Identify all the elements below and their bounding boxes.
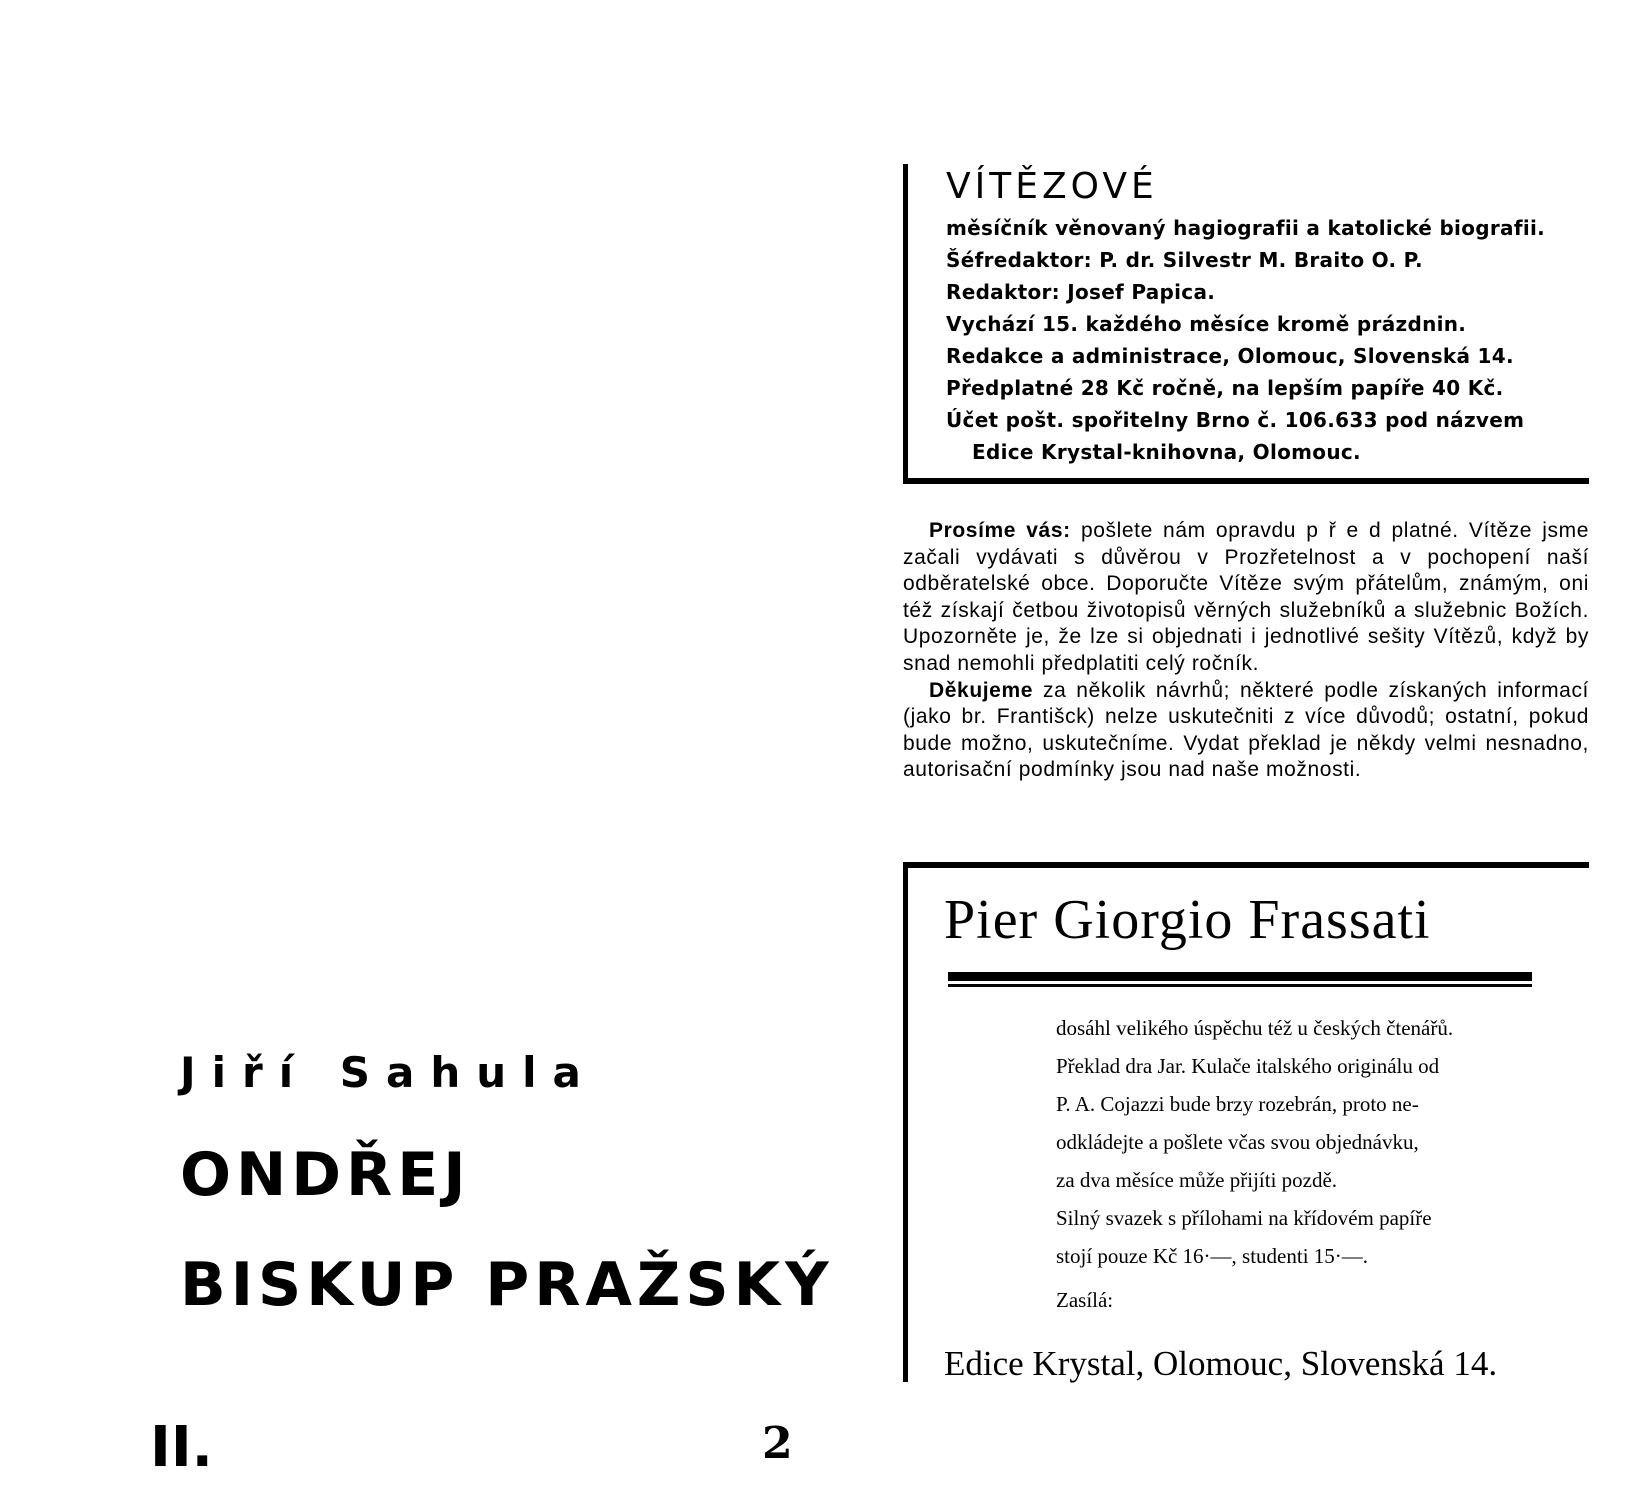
notice-text: za několik návrhů; některé podle získaných informací (jako br. Františck) nelze uskutečniti z více důvodů; ostatní, pokud bude možno, uskutečníme. Vydat překlad je někdy velmi nesnadno, autorisační podmínky jsou nad naše možnosti. bbox=[903, 678, 1589, 782]
masthead-box bbox=[903, 164, 1589, 484]
advert-line: Překlad dra Jar. Kulače italského originálu od bbox=[1056, 1054, 1440, 1078]
advert-sender-label: Zasílá: bbox=[1056, 1288, 1114, 1312]
masthead-line: Šéfredaktor: P. dr. Silvestr M. Braito O. P. bbox=[946, 248, 1423, 272]
notice-paragraph bbox=[903, 678, 1589, 784]
advert-line: dosáhl velikého úspěchu též u českých čtenářů. bbox=[1056, 1016, 1454, 1040]
advert-line: Silný svazek s přílohami na křídovém papíře bbox=[1056, 1206, 1432, 1230]
masthead-line: Redakce a administrace, Olomouc, Slovenská 14. bbox=[946, 344, 1514, 368]
advert-title: Pier Giorgio Frassati bbox=[944, 889, 1431, 951]
advert-box bbox=[903, 862, 1589, 1382]
book-title-line-2: BISKUP PRAŽSKÝ bbox=[180, 1250, 834, 1320]
advert-footer: Edice Krystal, Olomouc, Slovenská 14. bbox=[944, 1344, 1498, 1383]
title-underline bbox=[948, 972, 1532, 981]
book-title-line-1: ONDŘEJ bbox=[180, 1140, 471, 1210]
title-underline-thin bbox=[948, 984, 1532, 987]
advert-line: odkládejte a pošlete včas svou objednávku, bbox=[1056, 1130, 1419, 1154]
reader-notice bbox=[903, 518, 1589, 784]
masthead-line: Redaktor: Josef Papica. bbox=[946, 280, 1216, 304]
masthead-title: VÍTĚZOVÉ bbox=[946, 166, 1158, 207]
advert-line: P. A. Cojazzi bude brzy rozebrán, proto ne- bbox=[1056, 1092, 1419, 1116]
advert-line: stojí pouze Kč 16·—, studenti 15·—. bbox=[1056, 1244, 1369, 1268]
masthead-line: Edice Krystal-knihovna, Olomouc. bbox=[972, 440, 1361, 464]
volume-number: II. bbox=[150, 1415, 213, 1480]
masthead-line: měsíčník věnovaný hagiografii a katolické biografii. bbox=[946, 216, 1546, 240]
issue-number: 2 bbox=[762, 1418, 793, 1469]
notice-lead: Prosíme vás: bbox=[929, 519, 1071, 542]
advert-line: za dva měsíce může přijíti pozdě. bbox=[1056, 1168, 1338, 1192]
masthead-line: Vychází 15. každého měsíce kromě prázdnin. bbox=[946, 312, 1467, 336]
masthead-line: Předplatné 28 Kč ročně, na lepším papíře 40 Kč. bbox=[946, 376, 1504, 400]
author-name: Jiří Sahula bbox=[180, 1048, 597, 1097]
masthead-line: Účet pošt. spořitelny Brno č. 106.633 pod názvem bbox=[946, 408, 1525, 432]
notice-text: pošlete nám opravdu p ř e d platné. Vítěze jsme začali vydávati s důvěrou v Prozřetelnost a v pochopení naší odběratelské obce. Doporučte Vítěze svým přátelům, známým, oni též získají četbou životopisů věrných služebníků a služebnic Božích. Upozorněte je, že lze si objednati i jednotlivé sešity Vítězů, když by snad nemohli předplatiti celý ročník. bbox=[903, 519, 1590, 675]
notice-paragraph bbox=[903, 518, 1589, 678]
notice-lead: Děkujeme bbox=[929, 678, 1034, 702]
